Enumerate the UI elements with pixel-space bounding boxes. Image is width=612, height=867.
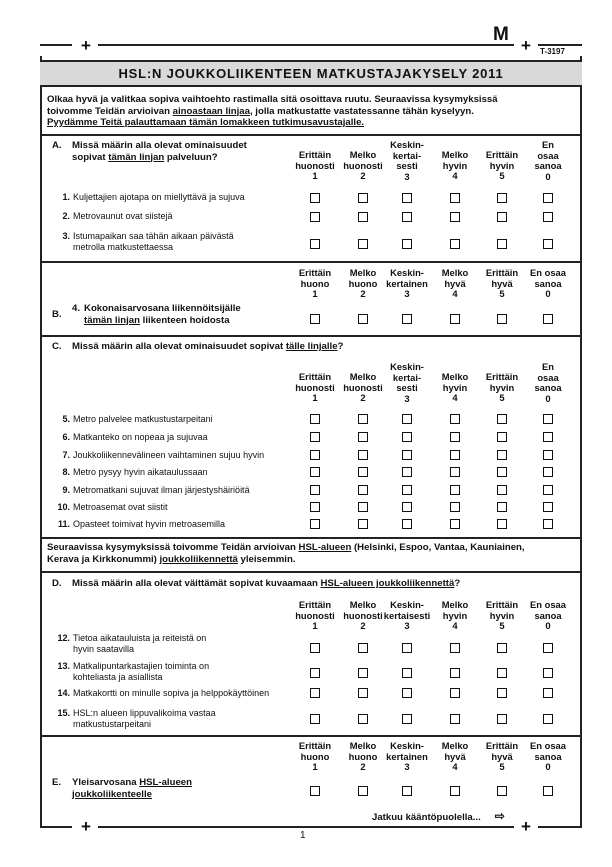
question-4-checkbox-1[interactable] <box>310 314 320 324</box>
question-12-checkbox-2[interactable] <box>358 643 368 653</box>
question-8: 8. Metro pysyy hyvin aikataulussaan <box>62 467 208 477</box>
hsl-intro-text: Seuraavissa kysymyksissä toivomme Teidän arvioivan HSL-alueen (Helsinki, Espoo, Vantaa, Kauniainen, Kerava ja Kirkkonummi) joukkoliikennettä yleisemmin. <box>47 542 525 565</box>
scale-header-4: Melko hyvä 4 <box>441 267 469 299</box>
question-12-checkbox-4[interactable] <box>450 643 460 653</box>
scale-header-1: Erittäin huonosti 1 <box>295 599 335 631</box>
question-2: 2. Metrovaunut ovat siistejä <box>62 211 173 221</box>
question-4-checkbox-4[interactable] <box>450 314 460 324</box>
question-11-checkbox-5[interactable] <box>497 519 507 529</box>
question-2-checkbox-4[interactable] <box>450 212 460 222</box>
scale-header-0: En osaa sanoa 0 <box>530 740 566 772</box>
question-1-checkbox-1[interactable] <box>310 193 320 203</box>
question-14-checkbox-3[interactable] <box>402 688 412 698</box>
question-13: 13. Matkalipuntarkastajien toiminta on kohteliasta ja asiallista <box>57 661 210 682</box>
registration-mark: + <box>81 36 91 55</box>
scale-header-3: Keskin- kertainen 3 <box>386 267 428 299</box>
question-9-checkbox-0[interactable] <box>543 485 553 495</box>
section-d-letter: D. <box>52 578 62 589</box>
question-e-checkbox-2[interactable] <box>358 786 368 796</box>
question-1-checkbox-4[interactable] <box>450 193 460 203</box>
question-3-checkbox-3[interactable] <box>402 239 412 249</box>
question-9-checkbox-2[interactable] <box>358 485 368 495</box>
question-7-checkbox-3[interactable] <box>402 450 412 460</box>
section-c-question: Missä määrin alla olevat ominaisuudet sopivat tälle linjalle? <box>72 341 344 352</box>
question-e-checkbox-4[interactable] <box>450 786 460 796</box>
section-d-divider <box>40 571 582 573</box>
question-14-checkbox-4[interactable] <box>450 688 460 698</box>
registration-mark: + <box>521 36 531 55</box>
question-10-checkbox-1[interactable] <box>310 502 320 512</box>
question-1-checkbox-3[interactable] <box>402 193 412 203</box>
question-6-checkbox-5[interactable] <box>497 432 507 442</box>
question-12-checkbox-1[interactable] <box>310 643 320 653</box>
question-14-checkbox-1[interactable] <box>310 688 320 698</box>
scale-header-2: Melko huonosti 2 <box>343 599 383 631</box>
question-3-checkbox-2[interactable] <box>358 239 368 249</box>
question-11-checkbox-3[interactable] <box>402 519 412 529</box>
question-10-checkbox-0[interactable] <box>543 502 553 512</box>
question-10-checkbox-3[interactable] <box>402 502 412 512</box>
question-3-checkbox-0[interactable] <box>543 239 553 249</box>
question-12-checkbox-3[interactable] <box>402 643 412 653</box>
hsl-intro-divider <box>40 537 582 539</box>
question-3-checkbox-5[interactable] <box>497 239 507 249</box>
question-5-checkbox-3[interactable] <box>402 414 412 424</box>
registration-mark: + <box>521 817 531 836</box>
question-7-checkbox-0[interactable] <box>543 450 553 460</box>
section-c-divider <box>40 335 582 337</box>
question-6-checkbox-0[interactable] <box>543 432 553 442</box>
question-2-checkbox-3[interactable] <box>402 212 412 222</box>
question-9-checkbox-3[interactable] <box>402 485 412 495</box>
question-11: 11. Opasteet toimivat hyvin metroasemilla <box>57 519 226 529</box>
scale-header-1: Erittäin huonosti 1 <box>295 149 335 181</box>
question-9-checkbox-5[interactable] <box>497 485 507 495</box>
scale-header-5: Erittäin hyvä 5 <box>485 267 519 299</box>
intro-text: Olkaa hyvä ja valitkaa sopiva vaihtoehto rastimalla sitä osoittava ruutu. Seuraavissa kysymyksissä toivomme Teidän arvioivan ainoastaan linjaa, jolla matkustatte vastatessanne tähän kyselyyn. Pyydämme Teitä palauttamaan tämän lomakkeen tutkimusavustajalle. <box>47 94 498 128</box>
scale-header-0: En osaa sanoa 0 <box>530 267 566 299</box>
question-6-checkbox-3[interactable] <box>402 432 412 442</box>
section-e-question: Yleisarvosana HSL-alueen joukkoliikenteelle <box>72 777 192 800</box>
question-15-checkbox-5[interactable] <box>497 714 507 724</box>
question-14: 14. Matkakortti on minulle sopiva ja helppokäyttöinen <box>57 688 270 698</box>
question-8-checkbox-1[interactable] <box>310 467 320 477</box>
question-15-checkbox-4[interactable] <box>450 714 460 724</box>
question-1: 1. Kuljettajien ajotapa on miellyttävä ja sujuva <box>62 192 245 202</box>
scale-header-3: Keskin- kertai- sesti 3 <box>390 361 424 404</box>
scale-header-3: Keskin- kertaisesti 3 <box>383 599 431 631</box>
registration-mark: + <box>81 817 91 836</box>
question-7-checkbox-5[interactable] <box>497 450 507 460</box>
question-11-checkbox-2[interactable] <box>358 519 368 529</box>
question-12-checkbox-5[interactable] <box>497 643 507 653</box>
question-e-checkbox-5[interactable] <box>497 786 507 796</box>
question-4-checkbox-2[interactable] <box>358 314 368 324</box>
scale-header-0: En osaa sanoa 0 <box>534 361 562 404</box>
scale-header-0: En osaa sanoa 0 <box>530 599 566 631</box>
question-4: 4. Kokonaisarvosana liikennöitsijälle tämän linjan liikenteen hoidosta <box>72 303 241 326</box>
question-7-checkbox-2[interactable] <box>358 450 368 460</box>
question-5-checkbox-2[interactable] <box>358 414 368 424</box>
question-1-checkbox-2[interactable] <box>358 193 368 203</box>
scale-header-3: Keskin- kertai- sesti 3 <box>390 139 424 182</box>
question-6-checkbox-4[interactable] <box>450 432 460 442</box>
question-15: 15. HSL:n alueen lippuvalikoima vastaa matkustustarpeitani <box>57 708 216 729</box>
question-10-checkbox-4[interactable] <box>450 502 460 512</box>
section-a-letter: A. <box>52 140 62 151</box>
question-9-checkbox-4[interactable] <box>450 485 460 495</box>
question-14-checkbox-0[interactable] <box>543 688 553 698</box>
question-8-checkbox-5[interactable] <box>497 467 507 477</box>
scale-header-5: Erittäin hyvin 5 <box>485 149 519 181</box>
question-2-checkbox-2[interactable] <box>358 212 368 222</box>
scale-header-5: Erittäin hyvin 5 <box>485 371 519 403</box>
question-4-checkbox-3[interactable] <box>402 314 412 324</box>
question-7: 7. Joukkoliikennevälineen vaihtaminen sujuu hyvin <box>62 450 265 460</box>
continue-text: Jatkuu kääntöpuolella... ⇨ <box>372 809 505 823</box>
question-12: 12. Tietoa aikatauluista ja reiteistä on hyvin saatavilla <box>57 633 207 654</box>
scale-header-2: Melko huonosti 2 <box>343 371 383 403</box>
question-8-checkbox-2[interactable] <box>358 467 368 477</box>
question-2-checkbox-5[interactable] <box>497 212 507 222</box>
question-1-checkbox-5[interactable] <box>497 193 507 203</box>
question-5-checkbox-1[interactable] <box>310 414 320 424</box>
question-13-checkbox-5[interactable] <box>497 668 507 678</box>
question-15-checkbox-3[interactable] <box>402 714 412 724</box>
section-e-letter: E. <box>52 777 62 788</box>
question-10-checkbox-5[interactable] <box>497 502 507 512</box>
question-e-checkbox-1[interactable] <box>310 786 320 796</box>
scale-header-3: Keskin- kertainen 3 <box>386 740 428 772</box>
question-3-checkbox-1[interactable] <box>310 239 320 249</box>
question-15-checkbox-2[interactable] <box>358 714 368 724</box>
question-10-checkbox-2[interactable] <box>358 502 368 512</box>
scale-header-1: Erittäin huono 1 <box>298 740 332 772</box>
question-14-checkbox-2[interactable] <box>358 688 368 698</box>
scale-header-4: Melko hyvin 4 <box>441 149 469 181</box>
question-7-checkbox-4[interactable] <box>450 450 460 460</box>
page-number: 1 <box>300 830 306 841</box>
question-9-checkbox-1[interactable] <box>310 485 320 495</box>
question-e-checkbox-3[interactable] <box>402 786 412 796</box>
question-13-checkbox-4[interactable] <box>450 668 460 678</box>
question-13-checkbox-2[interactable] <box>358 668 368 678</box>
question-6-checkbox-1[interactable] <box>310 432 320 442</box>
question-1-checkbox-0[interactable] <box>543 193 553 203</box>
question-11-checkbox-4[interactable] <box>450 519 460 529</box>
question-11-checkbox-0[interactable] <box>543 519 553 529</box>
section-d-question: Missä määrin alla olevat väittämät sopivat kuvaamaan HSL-alueen joukkoliikennettä? <box>72 578 461 589</box>
question-15-checkbox-1[interactable] <box>310 714 320 724</box>
arrow-right-icon: ⇨ <box>494 809 505 823</box>
scale-header-5: Erittäin hyvä 5 <box>485 740 519 772</box>
question-14-checkbox-5[interactable] <box>497 688 507 698</box>
form-title: HSL:N JOUKKOLIIKENTEEN MATKUSTAJAKYSELY 2011 <box>40 60 582 87</box>
section-e-divider <box>40 735 582 737</box>
question-7-checkbox-1[interactable] <box>310 450 320 460</box>
question-13-checkbox-0[interactable] <box>543 668 553 678</box>
section-a-divider <box>40 134 582 136</box>
question-2-checkbox-1[interactable] <box>310 212 320 222</box>
question-4-checkbox-0[interactable] <box>543 314 553 324</box>
question-5-checkbox-4[interactable] <box>450 414 460 424</box>
scale-header-4: Melko hyvä 4 <box>441 740 469 772</box>
question-5-checkbox-5[interactable] <box>497 414 507 424</box>
question-5-checkbox-0[interactable] <box>543 414 553 424</box>
scale-header-2: Melko huono 2 <box>348 740 378 772</box>
question-4-checkbox-5[interactable] <box>497 314 507 324</box>
question-13-checkbox-3[interactable] <box>402 668 412 678</box>
question-9: 9. Metromatkani sujuvat ilman järjestyshäiriöitä <box>62 485 250 495</box>
question-3-checkbox-4[interactable] <box>450 239 460 249</box>
question-13-checkbox-1[interactable] <box>310 668 320 678</box>
section-b-divider <box>40 261 582 263</box>
scale-header-2: Melko huonosti 2 <box>343 149 383 181</box>
scale-header-4: Melko hyvin 4 <box>441 599 469 631</box>
scale-header-4: Melko hyvin 4 <box>441 371 469 403</box>
question-12-checkbox-0[interactable] <box>543 643 553 653</box>
question-3: 3. Istumapaikan saa tähän aikaan päivästä metrolla matkustettaessa <box>62 231 234 252</box>
section-c-letter: C. <box>52 341 62 352</box>
scale-header-2: Melko huono 2 <box>348 267 378 299</box>
question-6: 6. Matkanteko on nopeaa ja sujuvaa <box>62 432 208 442</box>
question-8-checkbox-4[interactable] <box>450 467 460 477</box>
question-5: 5. Metro palvelee matkustustarpeitani <box>62 414 213 424</box>
question-15-checkbox-0[interactable] <box>543 714 553 724</box>
question-8-checkbox-0[interactable] <box>543 467 553 477</box>
form-code: T-3197 <box>540 47 565 56</box>
question-8-checkbox-3[interactable] <box>402 467 412 477</box>
section-a-question: Missä määrin alla olevat ominaisuudet sopivat tämän linjan palveluun? <box>72 140 247 163</box>
scale-header-5: Erittäin hyvin 5 <box>485 599 519 631</box>
question-6-checkbox-2[interactable] <box>358 432 368 442</box>
scale-header-1: Erittäin huono 1 <box>298 267 332 299</box>
corner-letter: M <box>493 24 509 45</box>
question-11-checkbox-1[interactable] <box>310 519 320 529</box>
question-10: 10. Metroasemat ovat siistit <box>57 502 168 512</box>
section-b-letter: B. <box>52 309 62 320</box>
question-2-checkbox-0[interactable] <box>543 212 553 222</box>
scale-header-0: En osaa sanoa 0 <box>534 139 562 182</box>
question-e-checkbox-0[interactable] <box>543 786 553 796</box>
scale-header-1: Erittäin huonosti 1 <box>295 371 335 403</box>
